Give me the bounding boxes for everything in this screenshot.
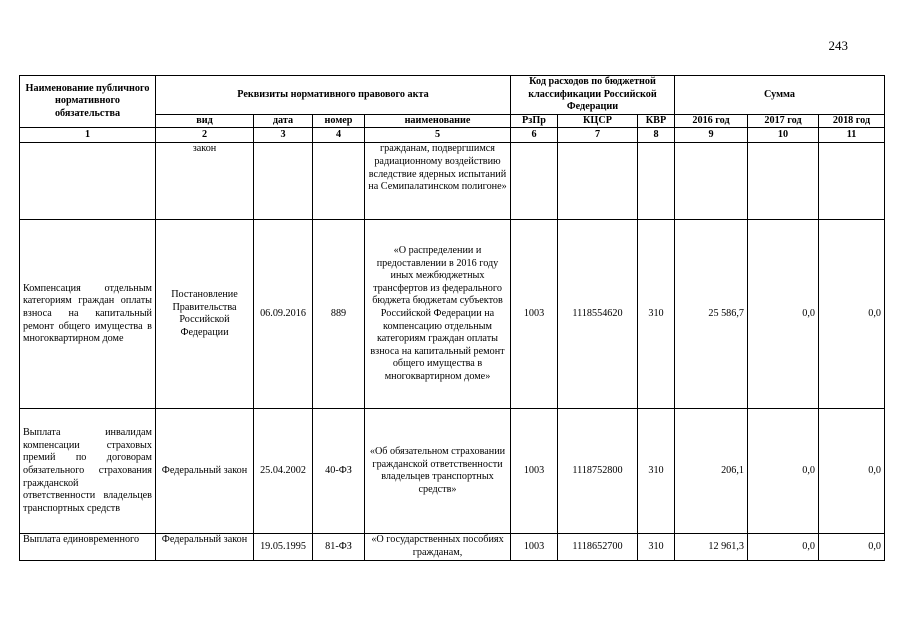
cell-2018: 0,0	[819, 409, 885, 534]
column-index: 10	[748, 128, 819, 143]
column-index: 1	[20, 128, 156, 143]
cell-obligation: Выплата инвалидам компенсации страховых премий по договорам обязательного страхования гражданской ответственности владельцев транспортных средств	[20, 409, 156, 534]
header-amount: Сумма	[675, 76, 885, 115]
cell-type: Федеральный закон	[156, 409, 254, 534]
header-row-main	[20, 76, 885, 115]
cell-type: Федеральный закон	[156, 534, 254, 560]
cell-2017: 0,0	[748, 534, 819, 560]
header-kvr: КВР	[638, 114, 675, 128]
cell-kcsr: 1118752800	[558, 409, 638, 534]
cell-number: 40-ФЗ	[313, 409, 365, 534]
cell-type: Постановление Правительства Российской Федерации	[156, 220, 254, 409]
cell-obligation	[20, 143, 156, 220]
cell-kcsr	[558, 143, 638, 220]
header-obligation: Наименование публичного нормативного обязательства	[20, 76, 156, 128]
column-index: 6	[511, 128, 558, 143]
column-index: 9	[675, 128, 748, 143]
column-index: 4	[313, 128, 365, 143]
table-row	[20, 143, 885, 220]
table-row	[20, 534, 885, 560]
cell-number: 889	[313, 220, 365, 409]
cell-date	[254, 143, 313, 220]
page-number: 243	[828, 38, 848, 53]
header-kcsr: КЦСР	[558, 114, 638, 128]
cell-rzpr: 1003	[511, 409, 558, 534]
cell-kcsr: 1118554620	[558, 220, 638, 409]
header-2017: 2017 год	[748, 114, 819, 128]
header-date: дата	[254, 114, 313, 128]
cell-kvr: 310	[638, 534, 675, 560]
cell-kvr: 310	[638, 220, 675, 409]
column-index-row	[20, 128, 885, 143]
table-row	[20, 409, 885, 534]
cell-2017: 0,0	[748, 409, 819, 534]
cell-2016: 25 586,7	[675, 220, 748, 409]
cell-rzpr	[511, 143, 558, 220]
cell-kvr: 310	[638, 409, 675, 534]
column-index: 3	[254, 128, 313, 143]
cell-kcsr: 1118652700	[558, 534, 638, 560]
cell-2016: 206,1	[675, 409, 748, 534]
cell-2017: 0,0	[748, 220, 819, 409]
cell-name: гражданам, подвергшимся радиационному воздействию вследствие ядерных испытаний на Семипалатинском полигоне»	[365, 143, 511, 220]
cell-name: «О государственных пособиях гражданам,	[365, 534, 511, 560]
column-index: 11	[819, 128, 885, 143]
cell-2018: 0,0	[819, 220, 885, 409]
budget-obligations-table	[19, 75, 885, 561]
cell-2017	[748, 143, 819, 220]
header-2016: 2016 год	[675, 114, 748, 128]
table-row	[20, 220, 885, 409]
cell-2016	[675, 143, 748, 220]
header-act-requisites: Реквизиты нормативного правового акта	[156, 76, 511, 115]
header-rzpr: РзПр	[511, 114, 558, 128]
cell-rzpr: 1003	[511, 534, 558, 560]
cell-2018	[819, 143, 885, 220]
cell-name: «Об обязательном страховании гражданской ответственности владельцев транспортных средств»	[365, 409, 511, 534]
column-index: 2	[156, 128, 254, 143]
cell-2018: 0,0	[819, 534, 885, 560]
cell-number	[313, 143, 365, 220]
cell-2016: 12 961,3	[675, 534, 748, 560]
column-index: 5	[365, 128, 511, 143]
cell-date: 19.05.1995	[254, 534, 313, 560]
header-2018: 2018 год	[819, 114, 885, 128]
cell-type: закон	[156, 143, 254, 220]
cell-rzpr: 1003	[511, 220, 558, 409]
cell-number: 81-ФЗ	[313, 534, 365, 560]
cell-kvr	[638, 143, 675, 220]
header-name: наименование	[365, 114, 511, 128]
cell-obligation: Выплата единовременного	[20, 534, 156, 560]
cell-date: 06.09.2016	[254, 220, 313, 409]
header-type: вид	[156, 114, 254, 128]
cell-date: 25.04.2002	[254, 409, 313, 534]
cell-obligation: Компенсация отдельным категориям граждан оплаты взноса на капитальный ремонт общего имущества в многоквартирном доме	[20, 220, 156, 409]
header-budget-code: Код расходов по бюджетной классификации Российской Федерации	[511, 76, 675, 115]
column-index: 8	[638, 128, 675, 143]
cell-name: «О распределении и предоставлении в 2016 году иных межбюджетных трансфертов из федерального бюджета бюджетам субъектов Российской Федерации на компенсацию отдельным категориям граждан оплаты взноса на капитальный ремонт общего имущества в многоквартирном доме»	[365, 220, 511, 409]
column-index: 7	[558, 128, 638, 143]
header-number: номер	[313, 114, 365, 128]
